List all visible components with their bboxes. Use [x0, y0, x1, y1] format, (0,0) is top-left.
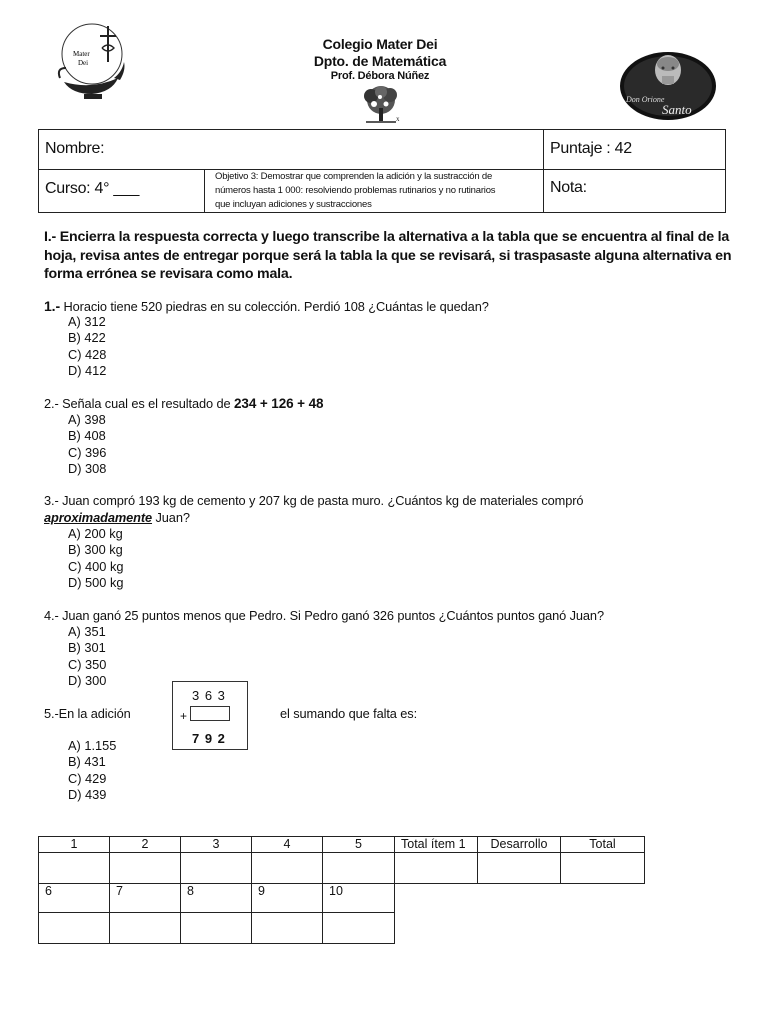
- option-5d[interactable]: D) 439: [68, 786, 107, 802]
- answer-table-top: [38, 836, 645, 884]
- answer-cell-8[interactable]: [181, 913, 252, 944]
- instructions-line-1: I.- Encierra la respuesta correcta y luego transcribe la alternativa a la tabla que se encuentra al final de la: [44, 229, 730, 245]
- logo-text-dei: Dei: [78, 59, 89, 67]
- option-4d[interactable]: D) 300: [68, 672, 107, 688]
- question-1: [44, 298, 489, 314]
- objetivo-line-3: que incluyan adiciones y sustracciones: [215, 199, 372, 210]
- saint-portrait-badge: [618, 50, 718, 122]
- option-2c[interactable]: C) 396: [68, 444, 107, 460]
- nombre-label: Nombre:: [45, 140, 105, 157]
- badge-text-don-orione: Don Orione: [626, 95, 665, 104]
- answer-header-1: 1: [39, 837, 110, 853]
- question-5-options: [68, 738, 116, 803]
- puntaje-label: Puntaje : 42: [550, 140, 632, 157]
- question-3-line-2: [44, 510, 190, 525]
- question-4: 4.- Juan ganó 25 puntos menos que Pedro. Si Pedro ganó 326 puntos ¿Cuántos puntos ganó Juan?: [44, 608, 604, 623]
- question-5-text-right: el sumando que falta es:: [280, 706, 418, 721]
- desarrollo-cell[interactable]: [478, 853, 561, 884]
- nombre-cell: [39, 130, 544, 170]
- school-logo: [56, 18, 128, 108]
- question-3-rest: Juan?: [152, 510, 190, 525]
- addition-sum: [192, 731, 226, 746]
- addition-addend: 3 6 3: [192, 688, 226, 703]
- objetivo-line-2: números hasta 1 000: resolviendo problemas rutinarios y no rutinarios: [215, 185, 496, 196]
- badge-text-santo: Santo: [662, 102, 692, 117]
- option-1b[interactable]: B) 422: [68, 330, 106, 346]
- question-1-number: 1.-: [44, 298, 61, 314]
- option-4a[interactable]: A) 351: [68, 624, 106, 639]
- department-name: Dpto. de Matemática: [313, 53, 447, 69]
- answer-cell-10[interactable]: [323, 913, 395, 944]
- total-header: Total: [561, 837, 645, 853]
- total-item-1-cell[interactable]: [395, 853, 478, 884]
- answer-header-5: 5: [323, 837, 395, 853]
- option-5b[interactable]: B) 431: [68, 754, 106, 770]
- question-4-options: [68, 624, 106, 689]
- answer-header-9: 9: [252, 884, 323, 913]
- option-2b[interactable]: B) 408: [68, 428, 106, 444]
- question-3-line-1: 3.- Juan compró 193 kg de cemento y 207 kg de pasta muro. ¿Cuántos kg de materiales compró: [44, 493, 584, 508]
- option-5c[interactable]: C) 429: [68, 770, 107, 786]
- question-2-expression: 234 + 126 + 48: [234, 396, 324, 411]
- question-2-options: [68, 412, 106, 477]
- answer-header-7: 7: [110, 884, 181, 913]
- school-name: Colegio Mater Dei: [322, 36, 438, 52]
- answer-cell-2[interactable]: [110, 853, 181, 884]
- logo-text-mater: Mater: [73, 50, 90, 58]
- option-2a[interactable]: A) 398: [68, 412, 106, 427]
- answer-cell-4[interactable]: [252, 853, 323, 884]
- instructions-line-2: hoja, revisa antes de entregar porque será la tabla la que se revisará, si traspasaste alguna alternativa en: [44, 247, 732, 264]
- answer-cell-6[interactable]: [39, 913, 110, 944]
- option-4b[interactable]: B) 301: [68, 640, 106, 656]
- option-1d[interactable]: D) 412: [68, 362, 107, 378]
- answer-cell-3[interactable]: [181, 853, 252, 884]
- curso-label: Curso: 4° ___: [45, 180, 140, 197]
- tree-icon: [356, 84, 406, 126]
- answer-cell-5[interactable]: [323, 853, 395, 884]
- missing-addend-box[interactable]: [190, 706, 230, 721]
- option-3d[interactable]: D) 500 kg: [68, 574, 124, 590]
- question-3-options: [68, 526, 123, 591]
- option-3b[interactable]: B) 300 kg: [68, 542, 123, 558]
- student-info-table: [38, 129, 726, 213]
- answer-table-bottom: [38, 883, 395, 944]
- question-3-emphasis: aproximadamente: [44, 510, 153, 525]
- desarrollo-header: Desarrollo: [478, 837, 561, 853]
- option-5a[interactable]: A) 1.155: [68, 738, 117, 753]
- objetivo-line-1: Objetivo 3: Demostrar que comprenden la adición y la sustracción de: [215, 171, 493, 182]
- question-2: [44, 396, 323, 411]
- question-1-options: [68, 314, 106, 379]
- answer-header-3: 3: [181, 837, 252, 853]
- option-3c[interactable]: C) 400 kg: [68, 558, 124, 574]
- puntaje-cell: [544, 130, 726, 170]
- objetivo-cell: [205, 170, 544, 213]
- question-1-text: Horacio tiene 520 piedras en su colección. Perdió 108 ¿Cuántas le quedan?: [60, 299, 489, 314]
- answer-cell-9[interactable]: [252, 913, 323, 944]
- instructions-line-3: forma errónea se revisara como mala.: [44, 266, 293, 282]
- answer-header-4: 4: [252, 837, 323, 853]
- answer-header-8: 8: [181, 884, 252, 913]
- svg-text:x: x: [396, 115, 400, 123]
- addition-plus: +: [180, 709, 188, 723]
- answer-header-10: 10: [323, 884, 395, 913]
- curso-cell: [39, 170, 205, 213]
- question-5-text-left: 5.-En la adición: [44, 706, 131, 721]
- option-2d[interactable]: D) 308: [68, 460, 107, 476]
- addition-sum-value: 7 9 2: [192, 731, 226, 746]
- total-cell[interactable]: [561, 853, 645, 884]
- nota-label: Nota:: [550, 179, 587, 196]
- answer-cell-1[interactable]: [39, 853, 110, 884]
- question-2-text: 2.- Señala cual es el resultado de: [44, 396, 234, 411]
- nota-cell: [544, 170, 726, 213]
- option-1a[interactable]: A) 312: [68, 314, 106, 329]
- option-4c[interactable]: C) 350: [68, 656, 107, 672]
- total-item-1-header: Total ítem 1: [395, 837, 478, 853]
- answer-header-2: 2: [110, 837, 181, 853]
- option-1c[interactable]: C) 428: [68, 346, 107, 362]
- answer-header-6: 6: [39, 884, 110, 913]
- teacher-name: Prof. Débora Núñez: [330, 70, 430, 82]
- answer-cell-7[interactable]: [110, 913, 181, 944]
- option-3a[interactable]: A) 200 kg: [68, 526, 123, 541]
- instructions: [44, 228, 734, 284]
